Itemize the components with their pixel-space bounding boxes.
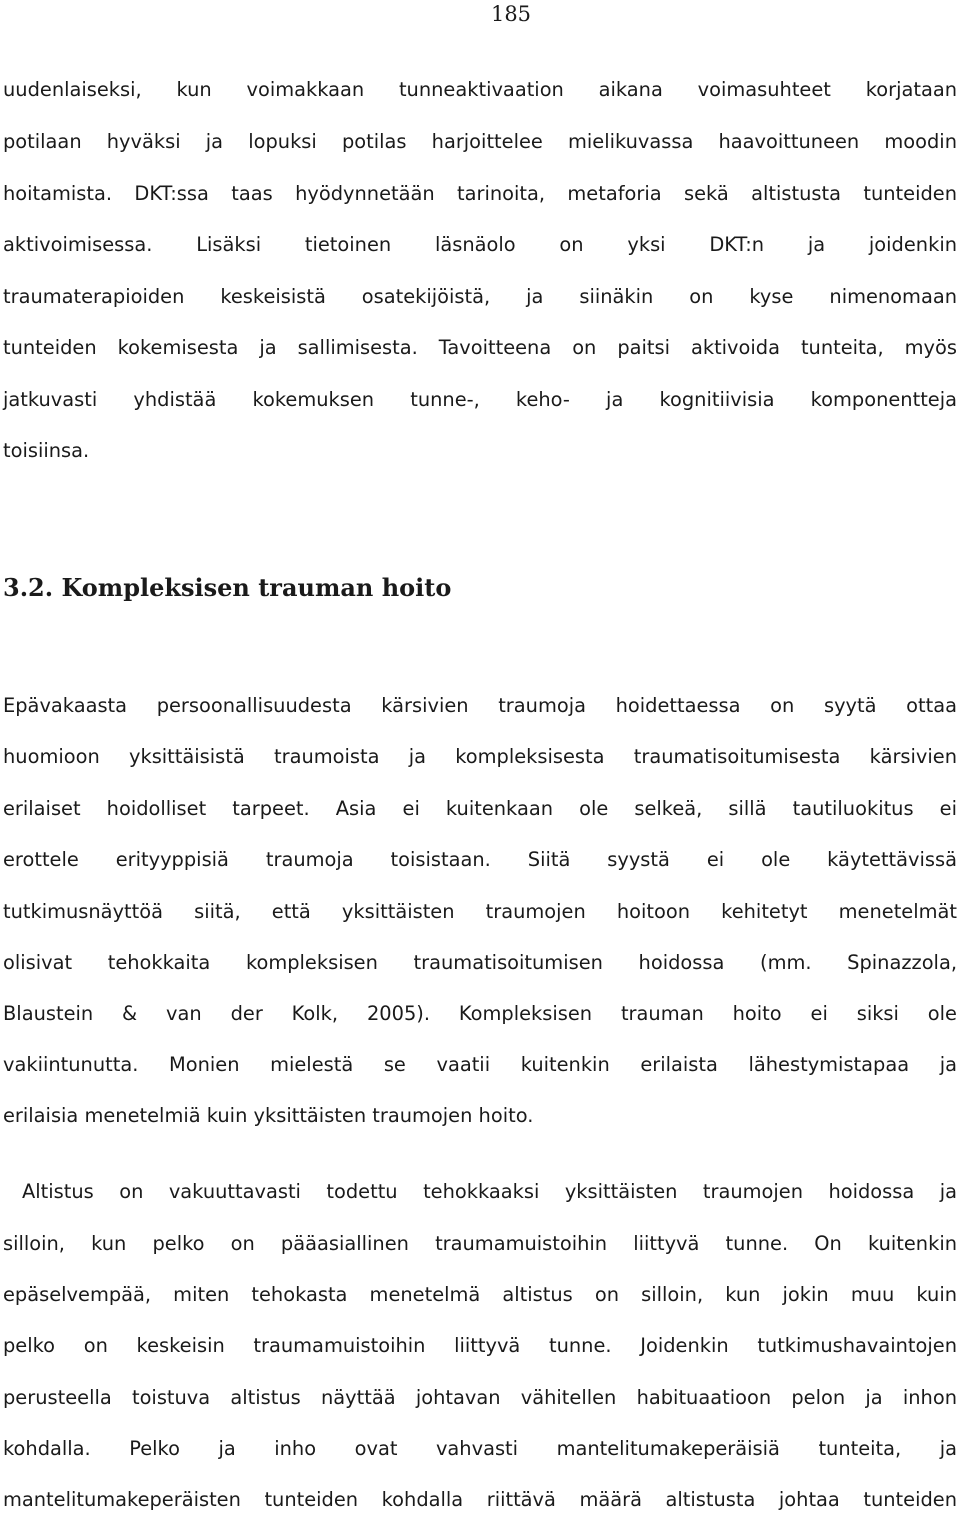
page-number: 185 [490, 2, 532, 26]
text-line: silloin, kun pelko on pääasiallinen traumamuistoihin liittyvä tunne. On kuitenkin [3, 1232, 957, 1255]
text-line: traumaterapioiden keskeisistä osatekijöistä, ja siinäkin on kyse nimenomaan [3, 285, 957, 308]
text-line: mantelitumakeperäisten tunteiden kohdalla riittävä määrä altistusta johtaa tunteiden [3, 1488, 957, 1511]
text-line: uudenlaiseksi, kun voimakkaan tunneaktivaation aikana voimasuhteet korjataan [3, 78, 957, 101]
text-line: potilaan hyväksi ja lopuksi potilas harjoittelee mielikuvassa haavoittuneen moodin [3, 130, 957, 153]
text-line: vakiintunutta. Monien mielestä se vaatii kuitenkin erilaista lähestymistapaa ja [3, 1053, 957, 1076]
text-line: huomioon yksittäisistä traumoista ja kompleksisesta traumatisoitumisesta kärsivien [3, 745, 957, 768]
text-line: tunteiden kokemisesta ja sallimisesta. Tavoitteena on paitsi aktivoida tunteita, myös [3, 336, 957, 359]
text-line: olisivat tehokkaita kompleksisen traumatisoitumisen hoidossa (mm. Spinazzola, [3, 951, 957, 974]
text-line: toisiinsa. [3, 439, 90, 462]
text-line: erottele erityyppisiä traumoja toisistaan. Siitä syystä ei ole käytettävissä [3, 848, 957, 871]
text-line: Altistus on vakuuttavasti todettu tehokkaaksi yksittäisten traumojen hoidossa ja [22, 1180, 957, 1203]
text-line: kohdalla. Pelko ja inho ovat vahvasti mantelitumakeperäisiä tunteita, ja [3, 1437, 957, 1460]
section-heading: 3.2. Kompleksisen trauman hoito [3, 573, 452, 602]
text-line: erilaisia menetelmiä kuin yksittäisten traumojen hoito. [3, 1104, 534, 1127]
text-line: hoitamista. DKT:ssa taas hyödynnetään tarinoita, metaforia sekä altistusta tunteiden [3, 182, 957, 205]
text-line: epäselvempää, miten tehokasta menetelmä altistus on silloin, kun jokin muu kuin [3, 1283, 957, 1306]
text-line: erilaiset hoidolliset tarpeet. Asia ei kuitenkaan ole selkeä, sillä tautiluokitus ei [3, 797, 957, 820]
text-line: Epävakaasta persoonallisuudesta kärsivien traumoja hoidettaessa on syytä ottaa [3, 694, 957, 717]
text-line: tutkimusnäyttöä siitä, että yksittäisten traumojen hoitoon kehitetyt menetelmät [3, 900, 957, 923]
text-line: aktivoimisessa. Lisäksi tietoinen läsnäolo on yksi DKT:n ja joidenkin [3, 233, 957, 256]
text-line: perusteella toistuva altistus näyttää johtavan vähitellen habituaatioon pelon ja inhon [3, 1386, 957, 1409]
text-line: Blaustein & van der Kolk, 2005). Kompleksisen trauman hoito ei siksi ole [3, 1002, 957, 1025]
text-line: jatkuvasti yhdistää kokemuksen tunne-, keho- ja kognitiivisia komponentteja [3, 388, 957, 411]
text-line: pelko on keskeisin traumamuistoihin liittyvä tunne. Joidenkin tutkimushavaintojen [3, 1334, 957, 1357]
